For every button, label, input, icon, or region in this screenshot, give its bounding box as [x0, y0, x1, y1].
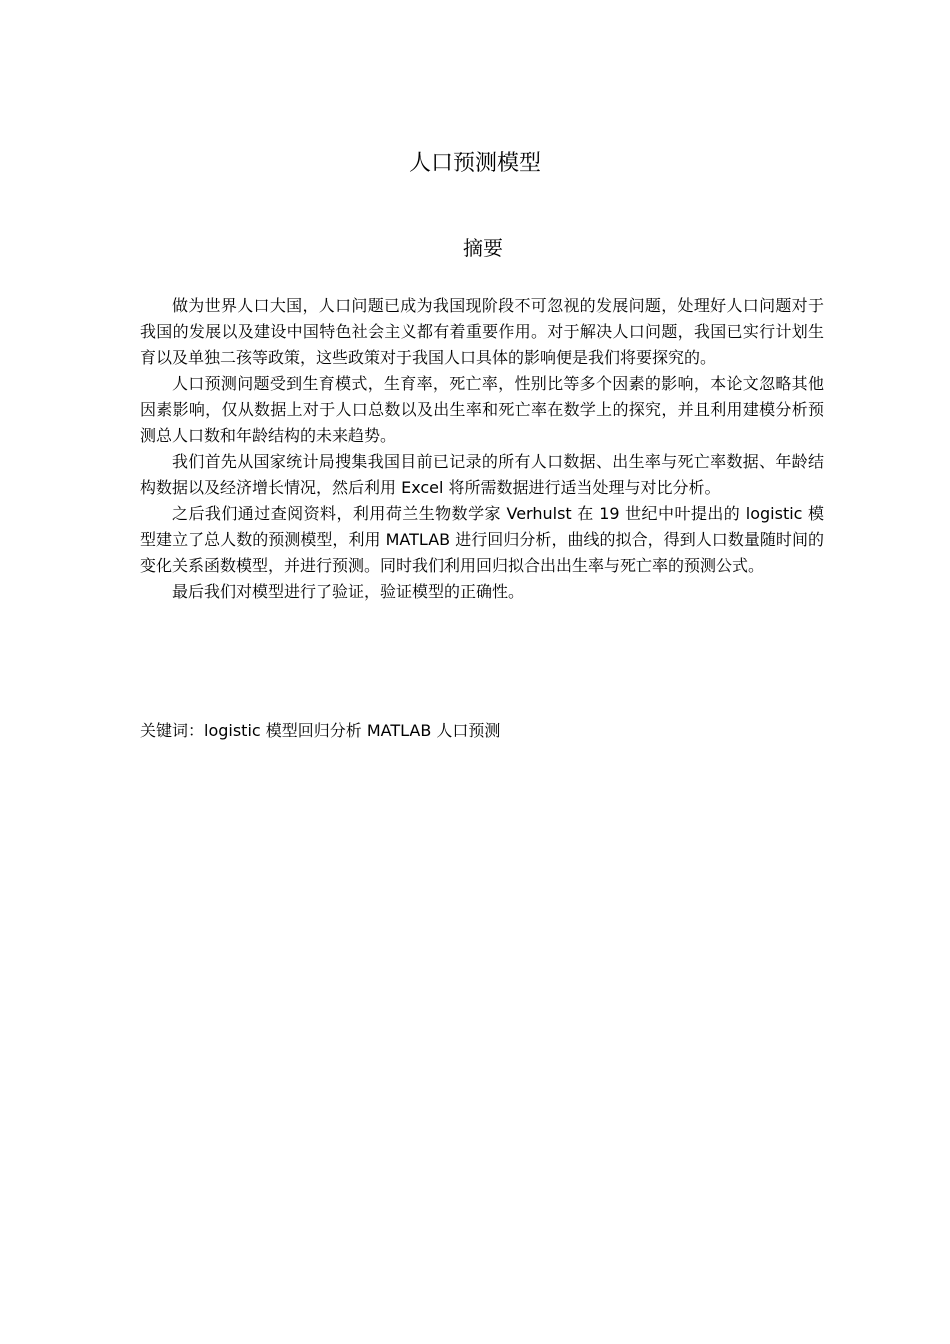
abstract-paragraph-2: 人口预测问题受到生育模式，生育率，死亡率，性别比等多个因素的影响，本论文忽略其他因素影响，仅从数据上对于人口总数以及出生率和死亡率在数学上的探究，并且利用建模分析预测总人口数和年龄结构的未来趋势。 [140, 374, 824, 445]
abstract-paragraph-3: 我们首先从国家统计局搜集我国目前已记录的所有人口数据、出生率与死亡率数据、年龄结构数据以及经济增长情况，然后利用 Excel 将所需数据进行适当处理与对比分析。 [140, 452, 824, 497]
abstract-paragraph-5: 最后我们对模型进行了验证，验证模型的正确性。 [172, 582, 525, 601]
abstract-paragraph-1: 做为世界人口大国，人口问题已成为我国现阶段不可忽视的发展问题，处理好人口问题对于我国的发展以及建设中国特色社会主义都有着重要作用。对于解决人口问题，我国已实行计划生育以及单独二孩等政策，这些政策对于我国人口具体的影响便是我们将要探究的。 [140, 296, 824, 367]
paper-title: 人口预测模型 [408, 151, 541, 176]
abstract-body [140, 293, 824, 605]
abstract-paragraph-4: 之后我们通过查阅资料，利用荷兰生物数学家 Verhulst 在 19 世纪中叶提出的 logistic 模型建立了总人数的预测模型，利用 MATLAB 进行回归分析，曲线的拟合，得到人口数量随时间的变化关系函数模型，并进行预测。同时我们利用回归拟合出出生率与死亡率的预测公式。 [140, 504, 824, 575]
abstract-heading: 摘要 [463, 236, 503, 260]
keywords-line: 关键词：logistic 模型回归分析 MATLAB 人口预测 [140, 721, 501, 740]
